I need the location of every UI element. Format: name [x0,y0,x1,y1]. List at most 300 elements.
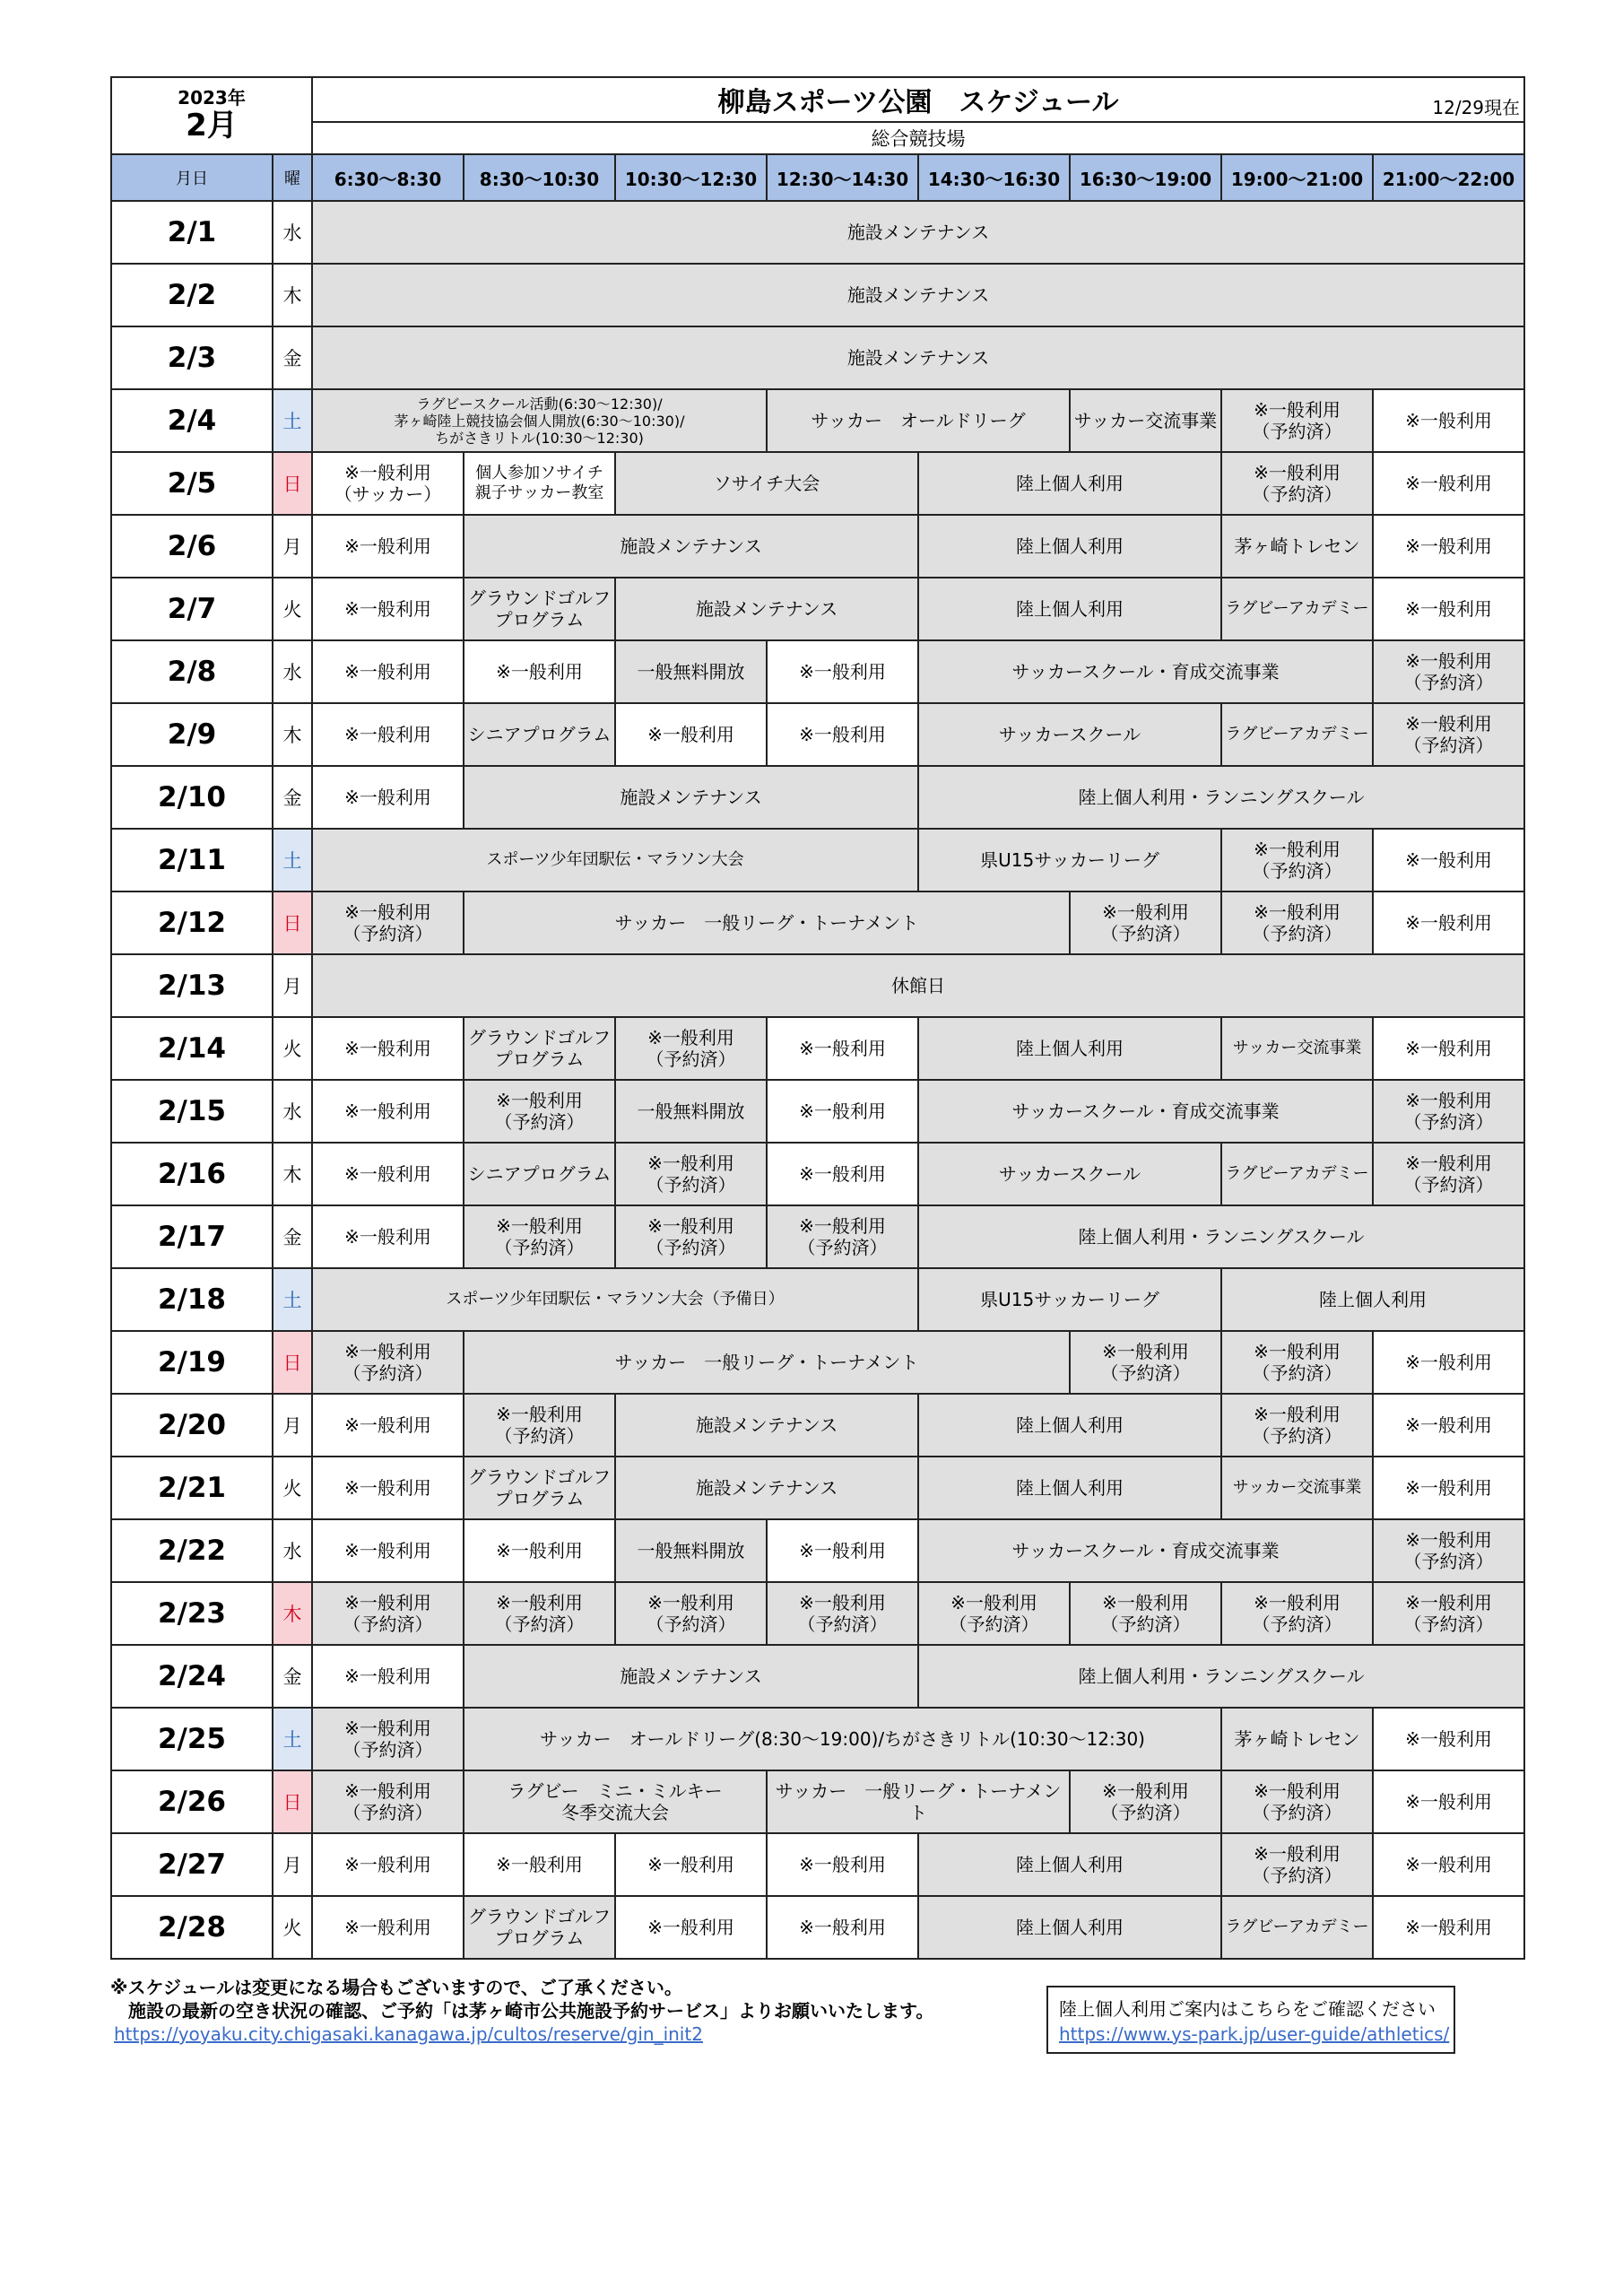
schedule-cell-text: ※一般利用 （予約済） [1100,1780,1191,1823]
schedule-cell [767,1896,918,1959]
schedule-cell [464,1519,615,1582]
schedule-cell-text: 施設メンテナンス [695,1477,838,1499]
schedule-cell [1373,640,1524,703]
schedule-cell-text: ※一般利用 （予約済） [1100,1592,1191,1635]
schedule-cell [918,1017,1221,1080]
schedule-cell [1221,829,1373,891]
schedule-cell [918,766,1524,829]
schedule-cell-text: ※一般利用 [647,724,734,745]
schedule-cell-text: ※一般利用 [647,1854,734,1875]
table-row [111,1017,1524,1080]
schedule-cell-text: ※一般利用 [799,1917,886,1938]
weekday-cell: 月 [273,1833,312,1896]
schedule-cell [464,452,615,515]
weekday-cell: 土 [273,389,312,452]
schedule-cell [1373,1770,1524,1833]
date-cell: 2/9 [111,703,273,766]
schedule-cell-text: ※一般利用 [344,1854,431,1875]
schedule-cell-text: ラグビースクール活動(6:30～12:30)/ 茅ヶ崎陸上競技協会個人開放(6:30～10:30)/ ちがさきリトル(10:30～12:30) [394,395,685,447]
schedule-cell [1373,1582,1524,1645]
schedule-cell-text: ※一般利用 （予約済） [343,1592,433,1635]
schedule-cell-text: ※一般利用 [1405,1414,1492,1436]
table-row [111,766,1524,829]
schedule-cell [312,1645,464,1708]
date-cell: 2/8 [111,640,273,703]
table-row [111,1833,1524,1896]
date-cell: 2/22 [111,1519,273,1582]
schedule-cell-text: ※一般利用 [344,1163,431,1185]
schedule-cell-text: ※一般利用 [344,1540,431,1561]
schedule-cell-text: 施設メンテナンス [695,598,838,620]
table-row [111,954,1524,1017]
schedule-cell-text: ※一般利用 [1405,849,1492,871]
schedule-cell [1373,1519,1524,1582]
date-cell: 2/3 [111,326,273,389]
schedule-cell-text: グラウンドゴルフ プログラム [467,1027,612,1070]
month-label: 2月 [186,108,238,144]
schedule-cell-text: サッカー 一般リーグ・トーナメント [614,1352,919,1373]
date-cell: 2/6 [111,515,273,578]
schedule-cell-text: ※一般利用 [496,661,583,683]
table-row [111,829,1524,891]
schedule-cell [918,515,1221,578]
table-row [111,264,1524,326]
schedule-cell-text: 陸上個人利用・ランニングスクール [1078,1665,1365,1687]
schedule-cell-text: スポーツ少年団駅伝・マラソン大会（予備日） [446,1290,785,1309]
schedule-cell-text: 一般無料開放 [637,661,745,683]
schedule-cell [312,1205,464,1268]
schedule-cell-text: ※一般利用 （予約済） [1252,1404,1342,1447]
col-header-slot: 10:30～12:30 [615,154,767,201]
weekday-cell: 土 [273,1708,312,1770]
schedule-cell [1373,829,1524,891]
table-row [111,201,1524,264]
schedule-cell-text: ※一般利用 （予約済） [1403,1592,1494,1635]
col-header-slot: 21:00～22:00 [1373,154,1524,201]
schedule-cell-text: サッカー 一般リーグ・トーナメント [775,1780,1062,1823]
year-label: 2023年 [178,87,246,109]
schedule-cell [1221,578,1373,640]
schedule-cell [1070,389,1221,452]
weekday-cell: 日 [273,1331,312,1394]
schedule-cell [312,326,1524,389]
schedule-cell [918,1080,1373,1143]
schedule-cell-text: ※一般利用 [1405,473,1492,494]
schedule-cell-text: 陸上個人利用 [1016,1414,1124,1436]
schedule-cell-text: ※一般利用 [647,1917,734,1938]
schedule-cell [1221,1394,1373,1457]
schedule-cell [312,1519,464,1582]
schedule-cell [464,1080,615,1143]
schedule-cell-text: 施設メンテナンス [620,535,762,557]
schedule-cell-text: 施設メンテナンス [620,1665,762,1687]
schedule-cell-text: ※一般利用 [1405,1038,1492,1059]
schedule-cell [1373,389,1524,452]
facility-name: 総合競技場 [312,122,1524,154]
date-cell: 2/21 [111,1457,273,1519]
weekday-cell: 水 [273,1080,312,1143]
schedule-cell [918,1268,1221,1331]
schedule-cell-text: ※一般利用 （サッカー） [334,462,442,505]
schedule-cell [464,703,615,766]
schedule-cell [1221,1708,1373,1770]
weekday-cell: 月 [273,515,312,578]
schedule-cell-text: 一般無料開放 [637,1540,745,1561]
schedule-cell-text: ※一般利用 （予約済） [646,1152,736,1196]
schedule-cell-text: ラグビーアカデミー [1225,599,1369,618]
schedule-cell-text: 施設メンテナンス [846,347,990,369]
schedule-cell-text: サッカー オールドリーグ [811,410,1026,431]
schedule-cell-text: ※一般利用 [344,724,431,745]
date-cell: 2/2 [111,264,273,326]
schedule-cell [1373,1833,1524,1896]
schedule-cell-text: 茅ヶ崎トレセン [1234,535,1360,557]
schedule-cell-text: スポーツ少年団駅伝・マラソン大会 [486,850,744,869]
date-cell: 2/11 [111,829,273,891]
schedule-cell-text: グラウンドゴルフ プログラム [467,587,612,631]
schedule-cell [1221,1770,1373,1833]
date-cell: 2/24 [111,1645,273,1708]
schedule-cell-text: 個人参加ソサイチ 親子サッカー教室 [474,464,604,502]
weekday-cell: 日 [273,1770,312,1833]
schedule-cell-text: 陸上個人利用 [1319,1289,1428,1310]
table-row [111,452,1524,515]
schedule-cell-text: サッカー交流事業 [1232,1478,1362,1497]
athletics-info-box [1046,1986,1455,2054]
table-row [111,326,1524,389]
schedule-cell-text: ※一般利用 [1405,1791,1492,1813]
schedule-cell-text: ※一般利用 [344,1226,431,1248]
schedule-cell [1070,1770,1221,1833]
schedule-cell [1373,891,1524,954]
weekday-cell: 水 [273,640,312,703]
schedule-cell [312,264,1524,326]
schedule-cell-text: ※一般利用 [496,1854,583,1875]
schedule-cell [767,1205,918,1268]
schedule-cell-text: サッカー交流事業 [1073,410,1218,431]
schedule-cell-text: 施設メンテナンス [695,1414,838,1436]
schedule-cell-text: ※一般利用 （予約済） [343,1780,433,1823]
reservation-link[interactable]: https://yoyaku.city.chigasaki.kanagawa.jp/cultos/reserve/gin_init2 [114,2023,703,2045]
schedule-cell-text: ※一般利用 [1405,410,1492,431]
schedule-cell [312,1143,464,1205]
col-header-slot: 8:30～10:30 [464,154,615,201]
schedule-cell [918,640,1373,703]
date-cell: 2/5 [111,452,273,515]
schedule-cell [1373,515,1524,578]
weekday-cell: 月 [273,1394,312,1457]
weekday-cell: 木 [273,1143,312,1205]
schedule-cell [312,703,464,766]
schedule-cell [615,1457,918,1519]
schedule-cell [767,1017,918,1080]
schedule-cell-text: ※一般利用 （予約済） [343,901,433,944]
weekday-cell: 木 [273,1582,312,1645]
schedule-cell [1070,1331,1221,1394]
schedule-cell-text: ※一般利用 （予約済） [1252,399,1342,442]
schedule-cell-text: ※一般利用 [344,661,431,683]
schedule-cell-text: ※一般利用 [1405,598,1492,620]
schedule-cell [312,954,1524,1017]
weekday-cell: 火 [273,1017,312,1080]
schedule-cell-text: ※一般利用 （予約済） [1403,713,1494,756]
weekday-cell: 土 [273,829,312,891]
col-header-slot: 6:30～8:30 [312,154,464,201]
schedule-cell-text: ※一般利用 （予約済） [646,1592,736,1635]
table-row [111,891,1524,954]
schedule-cell [312,1268,918,1331]
schedule-cell-text: ※一般利用 （予約済） [1252,1592,1342,1635]
schedule-cell-text: 県U15サッカーリーグ [980,1289,1159,1310]
schedule-cell-text: 陸上個人利用 [1016,1477,1124,1499]
schedule-cell [1221,1331,1373,1394]
schedule-cell-text: ※一般利用 （予約済） [646,1027,736,1070]
schedule-cell [1373,452,1524,515]
schedule-cell [918,703,1221,766]
schedule-cell-text: ※一般利用 [1405,912,1492,934]
schedule-cell-text: 陸上個人利用 [1016,473,1124,494]
schedule-cell [767,1080,918,1143]
date-cell: 2/18 [111,1268,273,1331]
schedule-cell-text: ※一般利用 [799,1100,886,1122]
schedule-cell [312,891,464,954]
schedule-cell [767,1143,918,1205]
table-row [111,640,1524,703]
date-cell: 2/14 [111,1017,273,1080]
schedule-cell [1221,1268,1524,1331]
schedule-cell [1373,703,1524,766]
schedule-cell [312,578,464,640]
schedule-cell-text: ※一般利用 [799,1038,886,1059]
weekday-cell: 火 [273,1457,312,1519]
schedule-cell [312,1080,464,1143]
schedule-cell [767,389,1070,452]
schedule-cell-text: ※一般利用 （予約済） [343,1341,433,1384]
schedule-cell [464,891,1070,954]
schedule-cell [767,1770,1070,1833]
schedule-cell [1070,891,1221,954]
date-cell: 2/26 [111,1770,273,1833]
schedule-cell [1221,1143,1373,1205]
schedule-cell-text: 陸上個人利用・ランニングスクール [1078,787,1365,808]
date-cell: 2/12 [111,891,273,954]
weekday-cell: 火 [273,1896,312,1959]
note-change: ※スケジュールは変更になる場合もございますので、ご了承ください。 [110,1977,682,1998]
date-cell: 2/10 [111,766,273,829]
schedule-cell-text: ※一般利用 [496,1540,583,1561]
schedule-cell-text: ※一般利用 [799,661,886,683]
schedule-cell-text: ※一般利用 [1405,1352,1492,1373]
schedule-cell-text: 茅ヶ崎トレセン [1234,1728,1360,1750]
weekday-cell: 水 [273,201,312,264]
title-cell [312,77,1524,122]
date-cell: 2/23 [111,1582,273,1645]
schedule-cell [918,1394,1221,1457]
schedule-cell-text: ※一般利用 （予約済） [1100,901,1191,944]
note-reserve: 施設の最新の空き状況の確認、ご予約「は茅ヶ崎市公共施設予約サービス」よりお願いいたします。 [110,2000,934,2022]
schedule-cell-text: シニアプログラム [467,724,612,745]
schedule-cell [312,1833,464,1896]
schedule-cell [464,515,918,578]
schedule-cell-text: ※一般利用 [1405,1728,1492,1750]
schedule-cell-text: 休館日 [891,975,946,996]
schedule-cell [312,452,464,515]
schedule-cell-text: ※一般利用 （予約済） [1403,1090,1494,1133]
as-of-date: 12/29現在 [1432,97,1521,118]
schedule-cell [312,515,464,578]
schedule-cell [312,640,464,703]
schedule-cell-text: ※一般利用 （予約済） [1100,1341,1191,1384]
schedule-cell-text: ※一般利用 [799,1163,886,1185]
schedule-cell [464,1770,767,1833]
schedule-cell-text: ※一般利用 （予約済） [1252,1780,1342,1823]
schedule-cell [312,1708,464,1770]
schedule-cell [918,1896,1221,1959]
schedule-cell-text: ラグビーアカデミー [1225,1918,1369,1936]
schedule-cell-text: ※一般利用 [344,535,431,557]
schedule-cell [464,1457,615,1519]
table-row [111,1143,1524,1205]
notes [110,1976,933,2022]
schedule-cell-text: 施設メンテナンス [620,787,762,808]
schedule-cell [1221,1017,1373,1080]
table-row [111,1582,1524,1645]
col-header-date: 月日 [111,154,273,201]
schedule-cell-text: 陸上個人利用 [1016,1917,1124,1938]
date-cell: 2/17 [111,1205,273,1268]
athletics-info-link[interactable]: https://www.ys-park.jp/user-guide/athletics/ [1059,2023,1450,2045]
table-row [111,1331,1524,1394]
schedule-cell-text: ※一般利用 [1405,1854,1492,1875]
schedule-cell [1221,1896,1373,1959]
schedule-cell-text: 施設メンテナンス [846,284,990,306]
weekday-cell: 日 [273,891,312,954]
schedule-cell [918,1205,1524,1268]
weekday-cell: 月 [273,954,312,1017]
schedule-cell [767,1519,918,1582]
schedule-cell-text: ※一般利用 [1405,1477,1492,1499]
weekday-cell: 木 [273,264,312,326]
schedule-cell [918,578,1221,640]
schedule-cell [464,1582,615,1645]
schedule-cell-text: ※一般利用 [344,598,431,620]
weekday-cell: 金 [273,1205,312,1268]
schedule-cell [312,829,918,891]
weekday-cell: 金 [273,326,312,389]
schedule-cell [1221,389,1373,452]
schedule-cell [1221,515,1373,578]
schedule-cell-text: 陸上個人利用 [1016,598,1124,620]
schedule-cell [312,1017,464,1080]
schedule-cell [918,452,1221,515]
schedule-cell-text: ※一般利用 [344,787,431,808]
schedule-cell [615,1833,767,1896]
table-row [111,1645,1524,1708]
schedule-cell [615,1143,767,1205]
schedule-cell-text: ※一般利用 [799,1540,886,1561]
schedule-cell-text: ※一般利用 （予約済） [797,1592,888,1635]
schedule-cell [615,640,767,703]
schedule-cell-text: ※一般利用 （予約済） [1403,1529,1494,1572]
schedule-cell-text: ※一般利用 （予約済） [1252,1843,1342,1886]
schedule-cell [312,389,767,452]
schedule-cell-text: サッカースクール [998,1163,1141,1185]
schedule-cell-text: ※一般利用 （予約済） [494,1090,585,1133]
date-cell: 2/27 [111,1833,273,1896]
schedule-cell-text: ※一般利用 （予約済） [343,1718,433,1761]
schedule-cell-text: 陸上個人利用 [1016,1854,1124,1875]
schedule-cell [464,578,615,640]
schedule-cell-text: 陸上個人利用・ランニングスクール [1078,1226,1365,1248]
table-row [111,389,1524,452]
schedule-cell [1373,1708,1524,1770]
schedule-cell [1373,578,1524,640]
schedule-cell [767,1582,918,1645]
table-row [111,1457,1524,1519]
schedule-cell [312,201,1524,264]
schedule-cell [918,1143,1221,1205]
schedule-cell [767,703,918,766]
schedule-cell [464,766,918,829]
schedule-cell [615,1394,918,1457]
schedule-cell-text: ※一般利用 [799,724,886,745]
schedule-cell [464,1143,615,1205]
date-cell: 2/20 [111,1394,273,1457]
schedule-cell [312,1770,464,1833]
table-row [111,1519,1524,1582]
schedule-cell-text: ※一般利用 （予約済） [1403,650,1494,693]
table-row [111,1770,1524,1833]
schedule-cell-text: サッカースクール・育成交流事業 [1011,661,1280,683]
schedule-cell [615,1582,767,1645]
schedule-cell-text: ※一般利用 （予約済） [494,1592,585,1635]
schedule-cell [464,1896,615,1959]
schedule-cell-text: ※一般利用 （予約済） [646,1215,736,1258]
schedule-cell [1221,891,1373,954]
schedule-cell [615,1519,767,1582]
schedule-cell-text: ※一般利用 [344,1100,431,1122]
schedule-cell-text: ※一般利用 （予約済） [949,1592,1039,1635]
schedule-cell [918,1645,1524,1708]
schedule-cell [1373,1080,1524,1143]
schedule-cell [1221,452,1373,515]
schedule-cell-text: ※一般利用 （予約済） [1403,1152,1494,1196]
schedule-cell-text: 陸上個人利用 [1016,535,1124,557]
table-row [111,1268,1524,1331]
date-cell: 2/13 [111,954,273,1017]
schedule-cell [312,1896,464,1959]
schedule-cell [312,1394,464,1457]
schedule-cell [1221,1582,1373,1645]
table-row [111,1394,1524,1457]
schedule-cell-text: ラグビーアカデミー [1225,1164,1369,1183]
schedule-cell [767,640,918,703]
schedule-cell-text: 陸上個人利用 [1016,1038,1124,1059]
col-header-slot: 12:30～14:30 [767,154,918,201]
table-row [111,578,1524,640]
schedule-cell [918,1833,1221,1896]
schedule-cell-text: サッカー 一般リーグ・トーナメント [614,912,919,934]
page-title: 柳島スポーツ公園 スケジュール [717,87,1119,118]
col-header-slot: 14:30～16:30 [918,154,1070,201]
schedule-cell-text: ※一般利用 [1405,1917,1492,1938]
schedule-cell [464,1331,1070,1394]
col-header-slot: 16:30～19:00 [1070,154,1221,201]
schedule-cell [1373,1017,1524,1080]
schedule-cell [918,1582,1070,1645]
schedule-cell [767,1833,918,1896]
schedule-cell [464,640,615,703]
